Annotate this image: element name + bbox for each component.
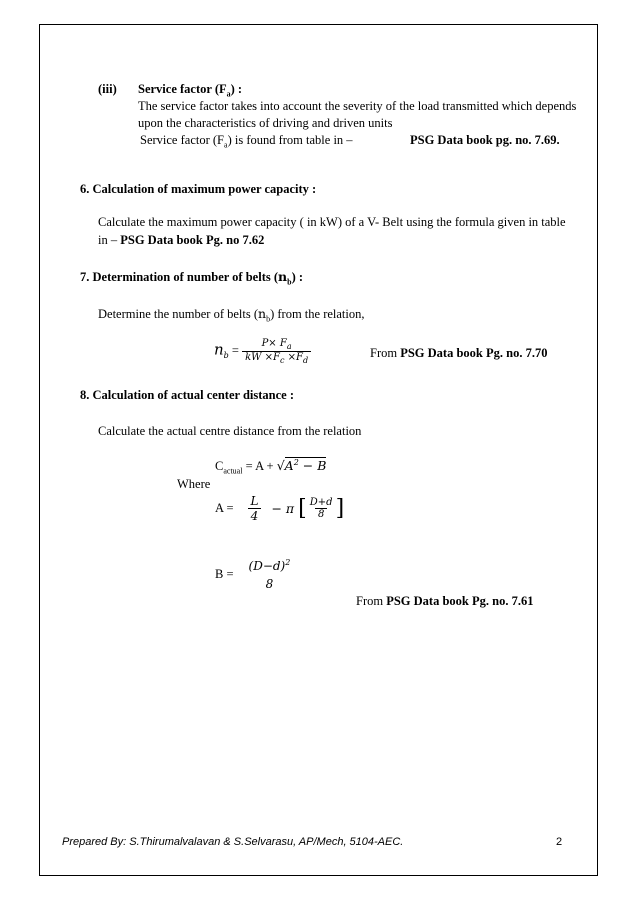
page-border [39,24,598,876]
section-heading: Service factor $(F_a)$ : [138,82,243,99]
section-heading: 7. Determination of number of belts $(n_b)$ : [80,269,304,287]
footer-prepared-by: Prepared By: S.Thirumalvalavan & S.Selvarasu, AP/Mech, 5104-AEC. [62,836,404,848]
formula-center-distance: $C_{actual} = A + √A^2 - B$ [215,458,327,476]
paragraph-line: Service factor $(F_a)$ is found from table in – [140,133,353,150]
reference-text: PSG Data book pg. no. 7.69. [410,133,560,147]
formula-b: B = $(D-d)^2$ 8 [215,558,291,591]
section-number: (iii) [98,82,117,96]
where-label: Where [177,477,211,491]
paragraph-line: in – PSG Data book Pg. no 7.62 [98,233,265,247]
paragraph-line: Calculate the actual centre distance from the relation [98,424,362,438]
paragraph-line: Calculate the maximum power capacity ( in kW) of a V- Belt using the formula given in table [98,215,566,229]
paragraph-line: The service factor takes into account the severity of the load transmitted which depends [138,99,577,113]
reference-text: From PSG Data book Pg. no. 7.61 [356,594,534,608]
formula-number-of-belts: $n_b$ = $\frac{P\times F_a}{kW \times F_c \times F_d}$ [214,338,311,365]
paragraph-line: upon the characteristics of driving and driven units [138,116,393,130]
reference-text: From PSG Data book Pg. no. 7.70 [370,346,548,360]
paragraph-line: Determine the number of belts $(n_b)$ from the relation, [98,306,365,324]
section-heading: 6. Calculation of maximum power capacity : [80,182,317,196]
formula-a: A = $\frac{L}{4}$ − π [ $\frac{D+d}{8}$ ] [215,494,345,523]
section-heading: 8. Calculation of actual center distance : [80,388,294,402]
page-number: 2 [556,836,563,848]
